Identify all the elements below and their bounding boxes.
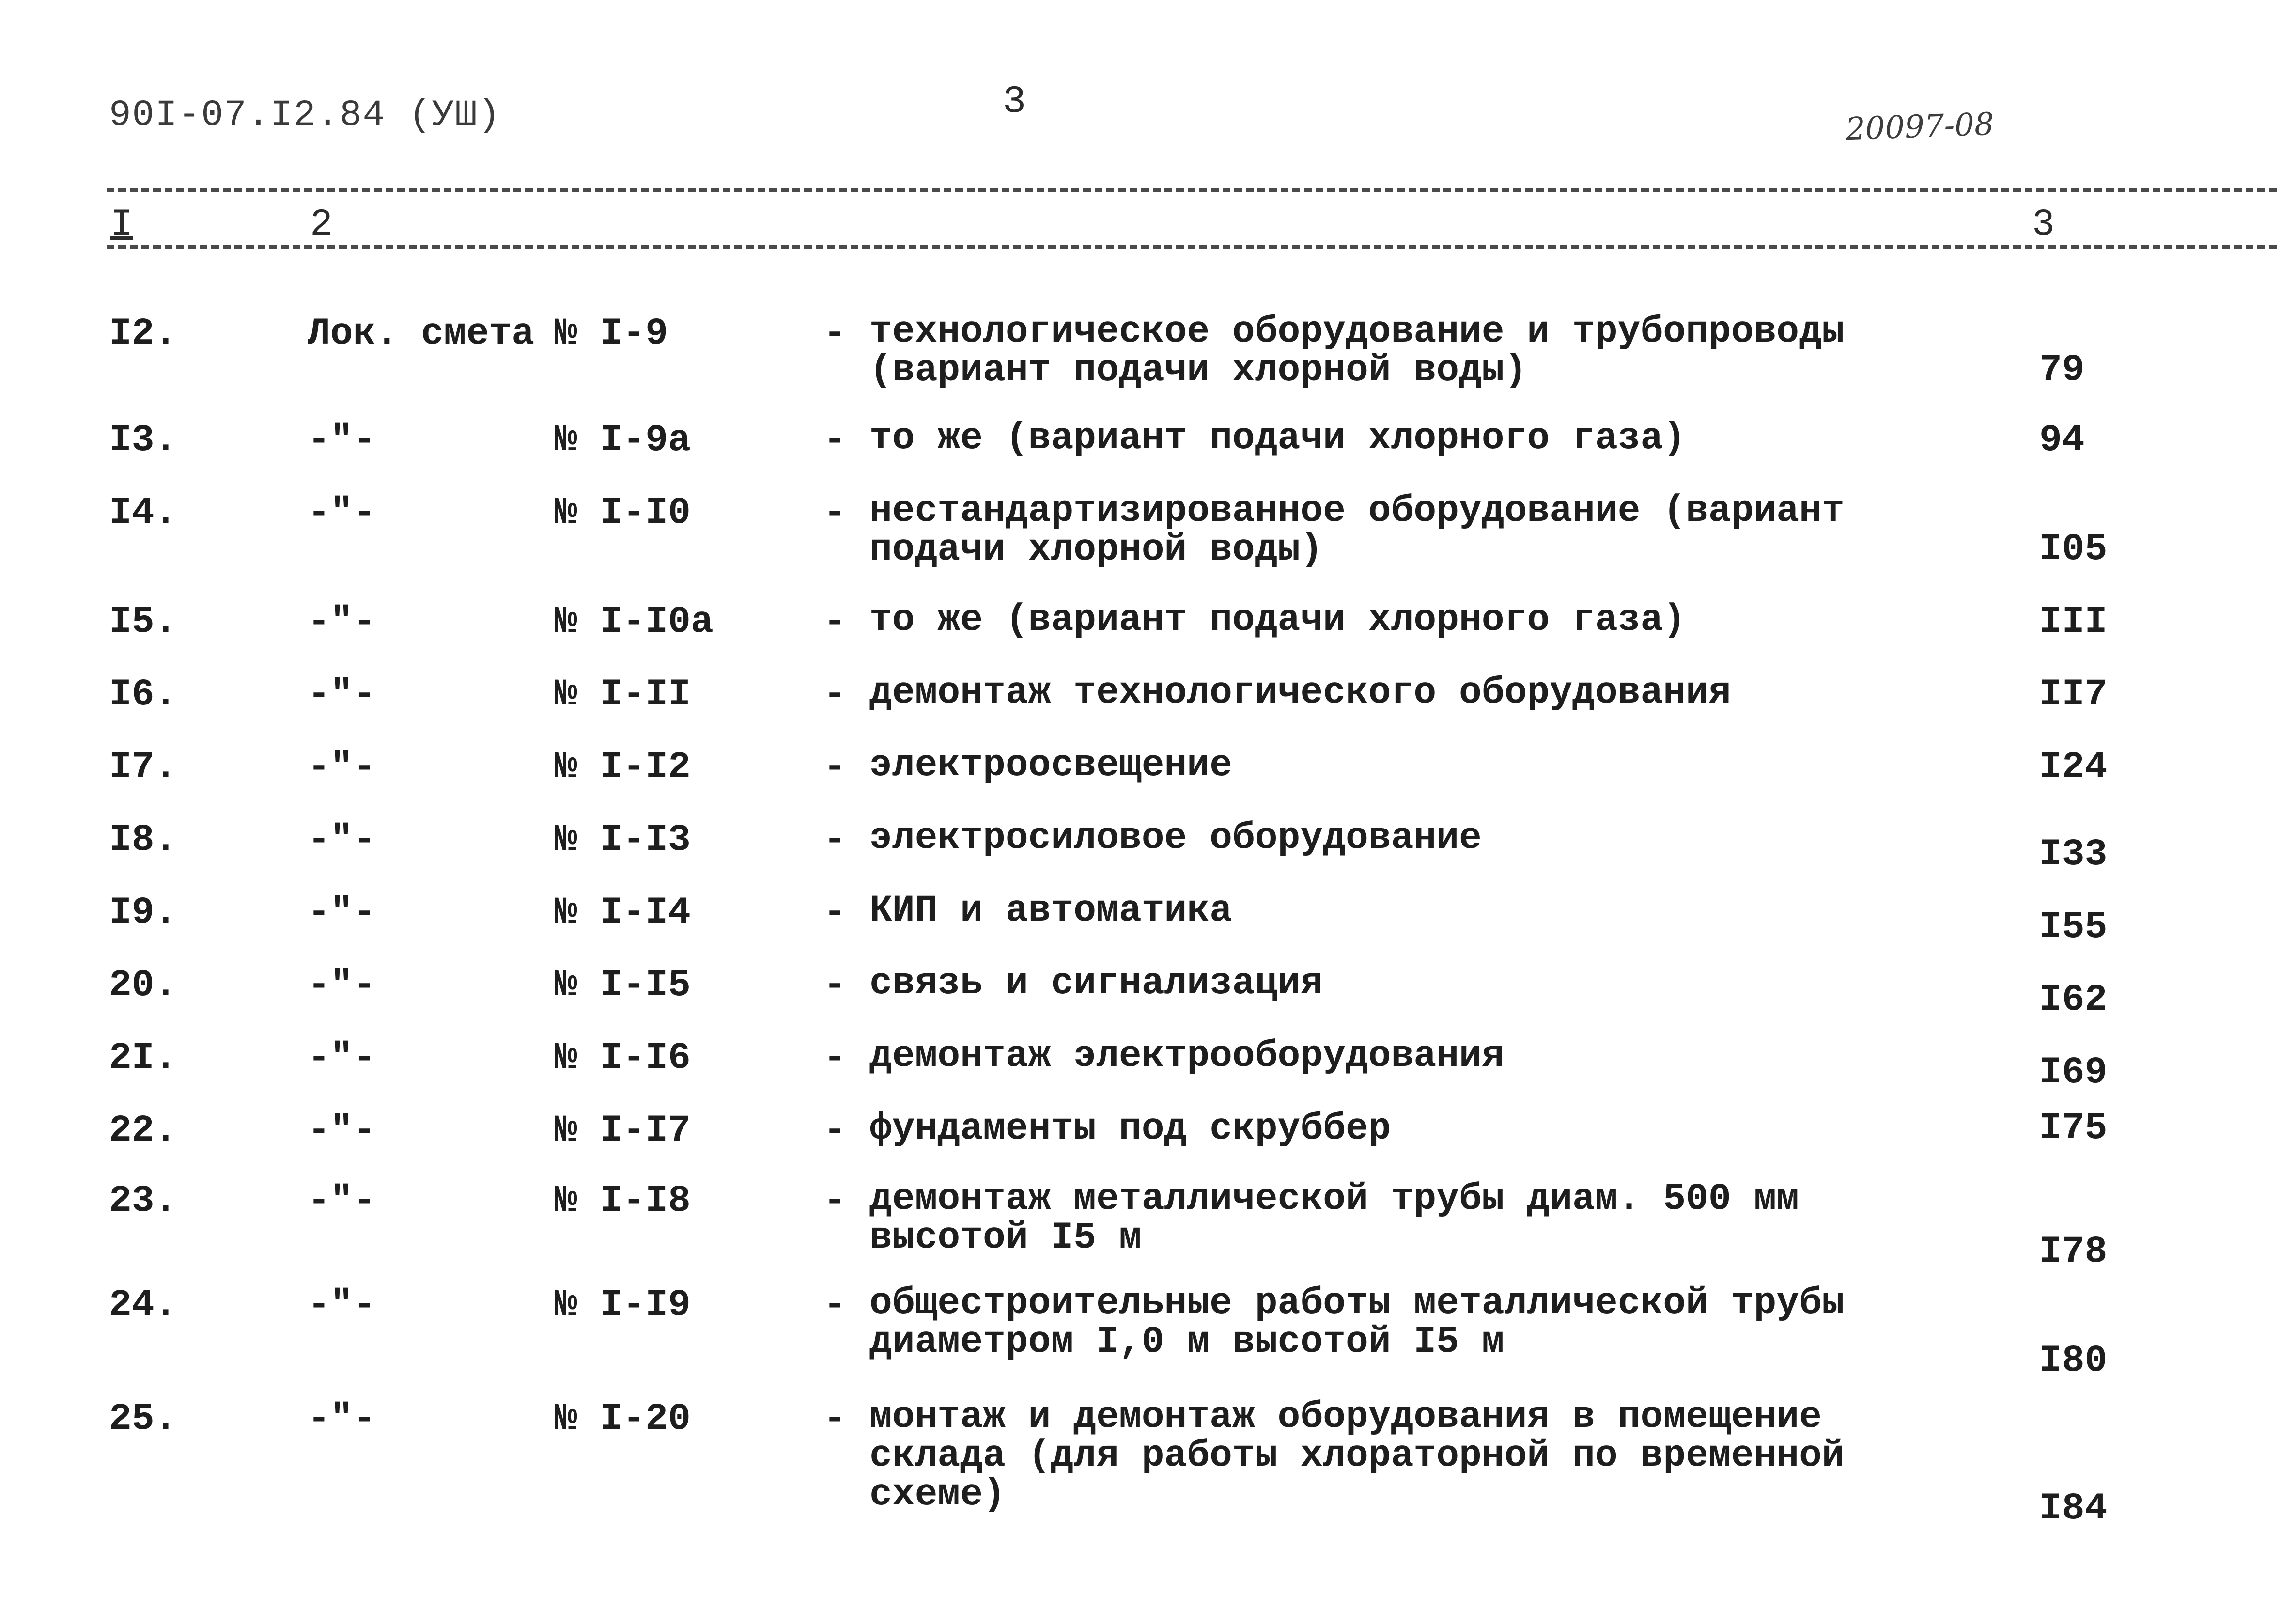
entry-number: I6. bbox=[109, 673, 177, 716]
entry-document: -"- bbox=[308, 819, 376, 861]
entry-document: -"- bbox=[308, 892, 376, 934]
entry-description: демонтаж технологического оборудования bbox=[869, 672, 1731, 714]
document-header-code: 90I-07.I2.84 (УШ) bbox=[109, 94, 501, 136]
entry-description: фундаменты под скруббер bbox=[869, 1108, 1391, 1150]
entry-description: то же (вариант подачи хлорного газа) bbox=[869, 599, 1686, 641]
entry-dash: - bbox=[823, 1180, 846, 1222]
entry-number: 2I. bbox=[109, 1037, 177, 1079]
entry-page: I84 bbox=[2039, 1487, 2108, 1530]
entry-page: I75 bbox=[2039, 1107, 2108, 1150]
entry-code: № I-9а bbox=[555, 419, 691, 462]
entry-code: № I-I0 bbox=[555, 492, 691, 534]
entry-number: 23. bbox=[109, 1180, 177, 1222]
entry-page: I80 bbox=[2039, 1340, 2108, 1382]
entry-number: I8. bbox=[109, 819, 177, 861]
entry-code: № I-I9 bbox=[555, 1284, 691, 1327]
entry-number: 25. bbox=[109, 1398, 177, 1440]
entry-number: I9. bbox=[109, 892, 177, 934]
entry-document: -"- bbox=[308, 673, 376, 716]
entry-document: -"- bbox=[308, 1180, 376, 1222]
entry-document: -"- bbox=[308, 964, 376, 1007]
entry-code: № I-I3 bbox=[555, 819, 691, 861]
entry-dash: - bbox=[823, 419, 846, 462]
entry-number: I4. bbox=[109, 492, 177, 534]
column-header-2: 2 bbox=[310, 203, 333, 246]
entry-description: демонтаж металлической трубы диам. 500 мм высотой I5 м bbox=[869, 1178, 1800, 1259]
entry-description: общестроительные работы металлической трубы диаметром I,0 м высотой I5 м bbox=[869, 1282, 1845, 1363]
entry-page: I78 bbox=[2039, 1231, 2108, 1273]
entry-dash: - bbox=[823, 1284, 846, 1327]
entry-code: № I-I2 bbox=[555, 746, 691, 789]
entry-page: II7 bbox=[2039, 673, 2108, 716]
entry-dash: - bbox=[823, 964, 846, 1007]
entry-document: -"- bbox=[308, 1037, 376, 1079]
entry-document: -"- bbox=[308, 492, 376, 534]
entry-number: I7. bbox=[109, 746, 177, 789]
entry-dash: - bbox=[823, 746, 846, 789]
entry-description: монтаж и демонтаж оборудования в помещение склада (для работы хлораторной по временной схеме) bbox=[869, 1396, 1845, 1516]
entry-page: I62 bbox=[2039, 979, 2108, 1021]
entry-number: I3. bbox=[109, 419, 177, 462]
entry-dash: - bbox=[823, 313, 846, 355]
entry-dash: - bbox=[823, 601, 846, 643]
entry-code: № I-20 bbox=[555, 1398, 691, 1440]
entry-description: нестандартизированное оборудование (вариант подачи хлорной воды) bbox=[869, 490, 1845, 571]
entry-dash: - bbox=[823, 1037, 846, 1079]
entry-code: № I-I6 bbox=[555, 1037, 691, 1079]
entry-description: электросиловое оборудование bbox=[869, 817, 1482, 860]
entry-description: КИП и автоматика bbox=[869, 890, 1232, 932]
entry-number: I2. bbox=[109, 313, 177, 355]
entry-dash: - bbox=[823, 1398, 846, 1440]
entry-code: № I-I4 bbox=[555, 892, 691, 934]
entry-description: технологическое оборудование и трубопроводы (вариант подачи хлорной воды) bbox=[869, 311, 1845, 392]
entry-description: демонтаж электрооборудования bbox=[869, 1035, 1505, 1078]
entry-dash: - bbox=[823, 892, 846, 934]
entry-dash: - bbox=[823, 819, 846, 861]
entry-number: 24. bbox=[109, 1284, 177, 1327]
entry-page: III bbox=[2039, 601, 2108, 643]
inventory-number: 20097-08 bbox=[1845, 106, 1995, 148]
entry-page: I55 bbox=[2039, 906, 2108, 949]
entry-code: № I-I0а bbox=[555, 601, 714, 643]
top-rule bbox=[107, 188, 2277, 192]
entry-document: -"- bbox=[308, 1398, 376, 1440]
entry-page: 79 bbox=[2039, 349, 2085, 391]
entry-code: № I-I7 bbox=[555, 1110, 691, 1152]
entry-document: -"- bbox=[308, 746, 376, 789]
entry-code: № I-II bbox=[555, 673, 691, 716]
entry-number: I5. bbox=[109, 601, 177, 643]
entry-document: -"- bbox=[308, 1110, 376, 1152]
entry-page: I33 bbox=[2039, 833, 2108, 876]
entry-dash: - bbox=[823, 673, 846, 716]
header-rule bbox=[107, 245, 2277, 249]
entry-number: 22. bbox=[109, 1110, 177, 1152]
entry-code: № I-I5 bbox=[555, 964, 691, 1007]
entry-description: электроосвещение bbox=[869, 744, 1232, 787]
entry-description: то же (вариант подачи хлорного газа) bbox=[869, 417, 1686, 460]
entry-code: № I-I8 bbox=[555, 1180, 691, 1222]
entry-document: -"- bbox=[308, 1284, 376, 1327]
column-header-1: I bbox=[110, 203, 133, 246]
entry-dash: - bbox=[823, 1110, 846, 1152]
entry-page: 94 bbox=[2039, 419, 2085, 462]
entry-page: I24 bbox=[2039, 746, 2108, 789]
entry-description: связь и сигнализация bbox=[869, 962, 1323, 1005]
entry-page: I05 bbox=[2039, 528, 2108, 571]
page-number: 3 bbox=[1003, 80, 1026, 124]
entry-dash: - bbox=[823, 492, 846, 534]
column-header-3: 3 bbox=[2032, 203, 2055, 246]
entry-code: № I-9 bbox=[555, 313, 668, 355]
entry-page: I69 bbox=[2039, 1051, 2108, 1094]
entry-document: -"- bbox=[308, 601, 376, 643]
entry-document: -"- bbox=[308, 419, 376, 462]
entry-number: 20. bbox=[109, 964, 177, 1007]
entry-document: Лок. смета bbox=[308, 313, 535, 355]
